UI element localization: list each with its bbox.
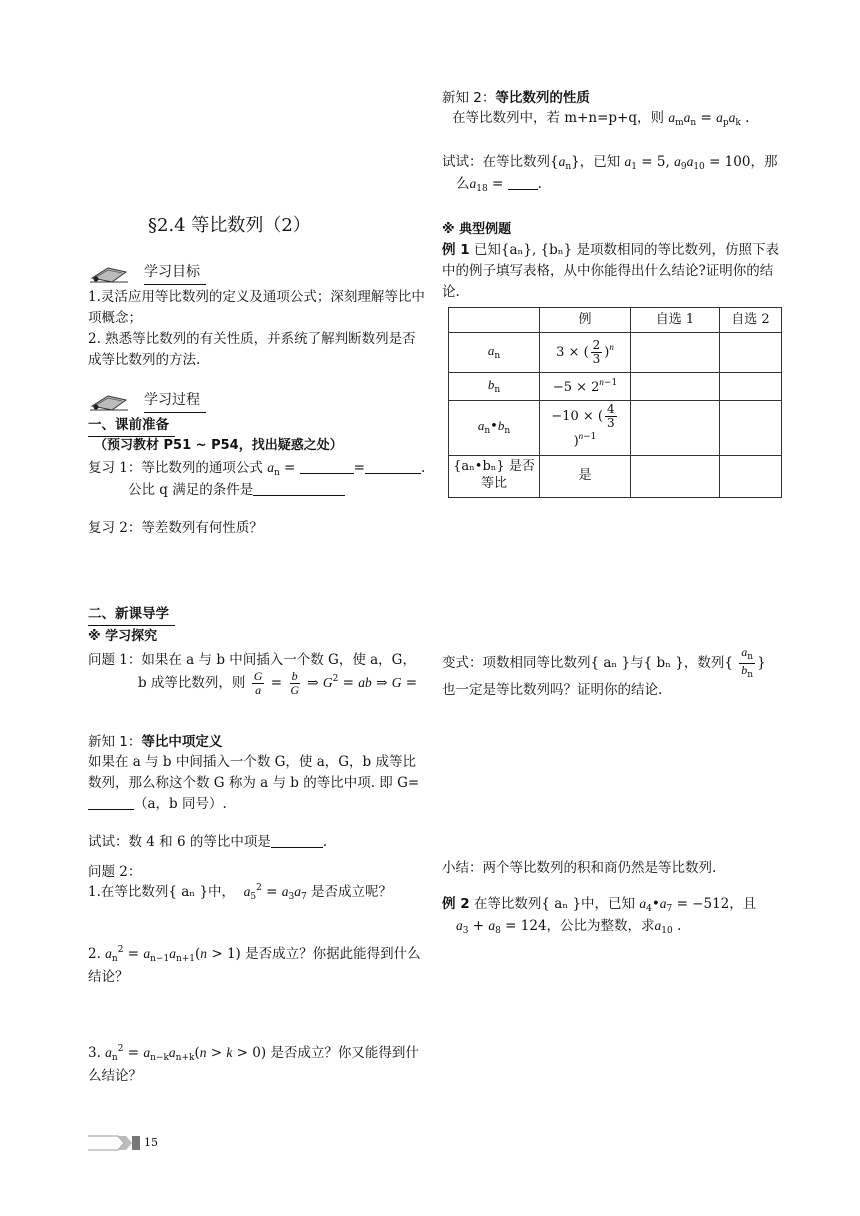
- variation-line2: 也一定是等比数列吗？证明你的结论.: [442, 682, 663, 698]
- var-label: 变式: [442, 654, 469, 671]
- try1-label: 试试: [88, 834, 115, 850]
- knowledge2-heading: [442, 88, 590, 109]
- try2-line2: 么$a_{18}$ = .: [456, 176, 542, 194]
- review2: [88, 518, 263, 539]
- table-cell-input[interactable]: [720, 373, 782, 401]
- q1-line2-text: b 成等比数列，则: [138, 675, 246, 692]
- review2-label: 复习 2: [88, 520, 128, 536]
- question1-line2: b 成等比数列，则 $\frac{G}{a}$ = $\frac{b}{G}$ ⇒ $G^2$ = ab ⇒ G =: [138, 669, 418, 698]
- q1-text: ：如果在 a 与 b 中间插入一个数 G，使 a，G，: [127, 652, 416, 668]
- summary-label: 小结: [442, 860, 469, 876]
- table-cell-input[interactable]: [720, 455, 782, 497]
- k2-body: 在等比数列中，若 m+n=p+q，则: [452, 110, 665, 126]
- goals-heading-label: 学习目标: [144, 262, 206, 285]
- answer-blank[interactable]: [508, 175, 538, 190]
- ex1-label: 例 1: [442, 242, 470, 258]
- table-cell: 是: [540, 455, 631, 497]
- table-cell-input[interactable]: [720, 333, 782, 373]
- k1-body: 如果在 a 与 b 中间插入一个数 G，使 a，G，b 成等比数列，那么称这个数 G 称为 a 与 b 的等比中项. 即 G=: [88, 754, 420, 791]
- try2-mid: ，已知: [579, 154, 621, 170]
- k1-label: 新知 1：: [88, 734, 142, 750]
- table-row: $a_n$ 3 × ( $\frac{2}{3}$ )$^n$: [449, 333, 782, 373]
- try2-tail: ，那: [750, 154, 778, 170]
- table-cell-input[interactable]: [720, 401, 782, 456]
- review2-text: ：等差数列有何性质？: [127, 520, 263, 536]
- goals-heading: [88, 262, 224, 286]
- review1: 复习 1：等比数列的通项公式 $a_n$ = = .: [88, 460, 426, 478]
- book-icon: [88, 390, 130, 412]
- table-cell-input[interactable]: [631, 373, 720, 401]
- table-header: 自选 2: [720, 308, 782, 333]
- review1-line2: [128, 480, 345, 501]
- review1-label: 复习 1: [88, 460, 128, 476]
- question2-item3: 3. $a_n^2 = a_{n-k}a_{n+k}(n > k > 0)$ 是否成立？你又能得到什么结论？: [88, 1044, 419, 1084]
- ex2-tail: ，公比为整数，求: [546, 918, 655, 934]
- table-cell-input[interactable]: [631, 401, 720, 456]
- process-heading-label: 学习过程: [144, 390, 206, 413]
- var-text: ：项数相同等比数列{ aₙ }与{ bₙ }，数列{: [469, 654, 733, 671]
- ex2-label: 例 2: [442, 896, 470, 912]
- example-table: [448, 307, 782, 498]
- knowledge1-heading: [88, 732, 222, 753]
- variation: 变式：项数相同等比数列{ aₙ }与{ bₙ }，数列{ $\frac{a_n}{b_n}$ }: [442, 645, 766, 680]
- try1-text: ：数 4 和 6 的等比中项是: [115, 834, 271, 850]
- part1-heading: 一、课前准备: [88, 415, 175, 437]
- example1: [442, 240, 780, 303]
- knowledge2-body: 在等比数列中，若 m+n=p+q，则 $a_ma_n = a_pa_k$ .: [452, 110, 750, 128]
- q2-3-tail: 是否成立？你又能得到什么结论？: [88, 1045, 419, 1084]
- table-header-empty: [449, 308, 540, 333]
- try2: 试试：在等比数列$\{a_n\}$，已知 $a_1 = 5$, $a_9a_{10} = 100$，那: [442, 154, 778, 172]
- ex2-mid: ，且: [729, 896, 757, 912]
- review1-text: ：等比数列的通项公式: [127, 460, 263, 476]
- example2-line2: $a_3 + a_8 = 124$，公比为整数，求$a_{10}$ .: [456, 918, 682, 936]
- table-cell-input[interactable]: [631, 333, 720, 373]
- var-tail: }: [757, 654, 766, 671]
- table-row: [449, 455, 782, 497]
- process-heading: [88, 390, 224, 414]
- table-header: 例: [540, 308, 631, 333]
- preview-note: （预习教材 P51 ~ P54，找出疑惑之处）: [94, 438, 343, 453]
- goals-list: [88, 287, 426, 371]
- q2-1-tail: 是否成立呢？: [311, 884, 393, 900]
- goal-item: 1.灵活应用等比数列的定义及通项公式；深刻理解等比中项概念；: [88, 289, 425, 326]
- page-footer: [88, 1134, 168, 1152]
- try2-label: 试试: [442, 154, 469, 170]
- k2-label: 新知 2：: [442, 90, 496, 106]
- ex1-text: 已知{aₙ}, {bₙ} 是项数相同的等比数列，仿照下表中的例子填写表格，从中你能得出什么结论?证明你的结论.: [442, 242, 779, 300]
- try2-text: ：在等比数列: [469, 154, 550, 170]
- explore-heading: ※ 学习探究: [88, 629, 158, 644]
- question2-item2: 2. $a_n^2 = a_{n-1}a_{n+1}(n > 1)$ 是否成立？你据此能得到什么结论？: [88, 945, 421, 985]
- question2-item1: 1.在等比数列{ aₙ }中， $a_5^2 = a_3a_7$ 是否成立呢？: [88, 883, 393, 902]
- try1: 试试：数 4 和 6 的等比中项是 .: [88, 834, 328, 850]
- book-icon: [88, 262, 130, 284]
- table-cell-input[interactable]: [631, 455, 720, 497]
- summary: [442, 858, 716, 879]
- answer-blank[interactable]: [271, 833, 323, 848]
- answer-blank[interactable]: [300, 459, 354, 474]
- k1-title: 等比中项定义: [141, 734, 223, 750]
- k1-tail: （a，b 同号）.: [134, 795, 227, 812]
- examples-heading: ※ 典型例题: [442, 222, 512, 237]
- try2-line2-text: 么: [456, 176, 470, 192]
- answer-blank[interactable]: [88, 795, 134, 810]
- summary-text: ：两个等比数列的积和商仍然是等比数列.: [469, 860, 717, 876]
- q1-label: 问题 1: [88, 652, 128, 668]
- k2-title: 等比数列的性质: [495, 90, 590, 106]
- table-row: $b_n$ $-5 \times 2^{n-1}$: [449, 373, 782, 401]
- table-header: 自选 1: [631, 308, 720, 333]
- part2-heading: 二、新课导学: [88, 604, 175, 626]
- goal-item: 2. 熟悉等比数列的有关性质，并系统了解判断数列是否成等比数列的方法.: [88, 330, 416, 368]
- answer-blank[interactable]: [253, 481, 345, 496]
- page-title: §2.4 等比数列（2）: [148, 215, 311, 236]
- review1-line2-text: 公比 q 满足的条件是: [128, 482, 254, 498]
- knowledge1-body: [88, 752, 426, 815]
- page-tab-icon: [88, 1134, 140, 1152]
- example2: 例 2 在等比数列{ aₙ }中，已知 $a_4•a_7 = -512$，且: [442, 896, 757, 914]
- table-row: $a_n•b_n$ −10 × ( $\frac{4}{3}$ )$^{n-1}$: [449, 401, 782, 456]
- answer-blank[interactable]: [365, 459, 421, 474]
- table-row-label: {aₙ•bₙ} 是否等比: [449, 455, 540, 497]
- q2-label: 问题 2：: [88, 864, 142, 880]
- question1: [88, 650, 416, 671]
- q2-1-text: 1.在等比数列{ aₙ }中，: [88, 884, 236, 900]
- ex2-text: 在等比数列{ aₙ }中，已知: [469, 896, 636, 912]
- q2-2-tail: 是否成立？你据此能得到什么结论？: [88, 946, 421, 985]
- page-number: 15: [144, 1136, 158, 1149]
